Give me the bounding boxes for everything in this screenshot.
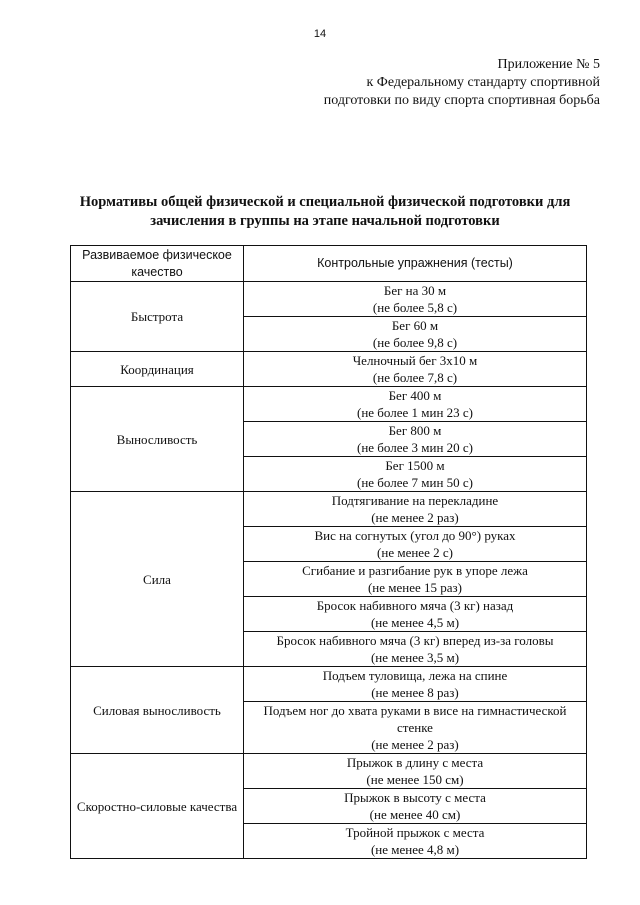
test-name: Подтягивание на перекладине [331, 493, 499, 508]
test-name: Бег 800 м [388, 423, 442, 438]
quality-cell: Координация [71, 352, 244, 387]
test-name: Бег 1500 м [385, 458, 445, 473]
test-name: Подъем ног до хвата руками в висе на гимнастической стенке [263, 703, 567, 735]
test-name: Тройной прыжок с места [345, 825, 485, 840]
norms-table [70, 245, 587, 859]
test-cell [244, 667, 587, 702]
test-name: Вис на согнутых (угол до 90°) руках [314, 528, 516, 543]
quality-cell: Скоростно-силовые качества [71, 754, 244, 859]
document-title [40, 193, 610, 231]
title-line-1: Нормативы общей физической и специальной физической подготовки для [79, 194, 571, 210]
test-norm: (не менее 15 раз) [367, 580, 463, 595]
test-cell [244, 457, 587, 492]
test-norm: (не менее 40 см) [369, 807, 461, 822]
appendix-line-3: подготовки по виду спорта спортивная борьба [323, 93, 600, 108]
test-cell [244, 789, 587, 824]
test-norm: (не менее 8 раз) [371, 685, 459, 700]
header-quality: Развиваемое физическое качество [71, 246, 244, 282]
test-cell [244, 282, 587, 317]
test-name: Сгибание и разгибание рук в упоре лежа [302, 563, 528, 578]
test-cell [244, 754, 587, 789]
header-tests: Контрольные упражнения (тесты) [244, 246, 587, 282]
test-name: Бег на 30 м [383, 283, 447, 298]
test-name: Бросок набивного мяча (3 кг) вперед из-за головы [276, 633, 554, 648]
test-name: Прыжок в длину с места [346, 755, 484, 770]
quality-cell: Сила [71, 492, 244, 667]
test-norm: (не более 7,8 с) [372, 370, 458, 385]
test-name: Подъем туловища, лежа на спине [322, 668, 508, 683]
test-cell [244, 352, 587, 387]
test-norm: (не более 9,8 с) [372, 335, 458, 350]
table-row [71, 282, 587, 317]
test-name: Челночный бег 3х10 м [352, 353, 478, 368]
test-norm: (не менее 4,8 м) [370, 842, 460, 857]
page-number: 14 [313, 28, 327, 40]
norms-table-body [71, 246, 587, 859]
test-cell [244, 632, 587, 667]
test-norm: (не менее 3,5 м) [370, 650, 460, 665]
test-cell [244, 492, 587, 527]
test-cell [244, 702, 587, 754]
test-norm: (не менее 2 с) [377, 545, 453, 560]
test-norm: (не менее 2 раз) [371, 737, 459, 752]
table-row [71, 754, 587, 789]
test-cell [244, 824, 587, 859]
appendix-line-2: к Федеральному стандарту спортивной [366, 75, 600, 90]
test-norm: (не менее 150 см) [366, 772, 464, 787]
test-cell [244, 597, 587, 632]
quality-cell: Силовая выносливость [71, 667, 244, 754]
title-line-2: зачисления в группы на этапе начальной подготовки [150, 213, 500, 229]
test-cell [244, 562, 587, 597]
table-header-row [71, 246, 587, 282]
test-norm: (не менее 4,5 м) [370, 615, 460, 630]
table-row [71, 352, 587, 387]
test-cell [244, 527, 587, 562]
test-name: Прыжок в высоту с места [344, 790, 486, 805]
quality-cell: Выносливость [71, 387, 244, 492]
appendix-block [324, 56, 600, 110]
test-cell [244, 422, 587, 457]
test-cell [244, 317, 587, 352]
test-norm: (не более 3 мин 20 с) [356, 440, 474, 455]
test-norm: (не более 1 мин 23 с) [356, 405, 474, 420]
table-row [71, 492, 587, 527]
test-norm: (не более 5,8 с) [372, 300, 458, 315]
test-norm: (не менее 2 раз) [371, 510, 459, 525]
test-name: Бег 400 м [388, 388, 442, 403]
test-name: Бег 60 м [391, 318, 439, 333]
test-cell [244, 387, 587, 422]
appendix-line-1: Приложение № 5 [497, 57, 600, 72]
test-norm: (не более 7 мин 50 с) [356, 475, 474, 490]
table-row [71, 387, 587, 422]
table-row [71, 667, 587, 702]
quality-cell: Быстрота [71, 282, 244, 352]
test-name: Бросок набивного мяча (3 кг) назад [316, 598, 514, 613]
